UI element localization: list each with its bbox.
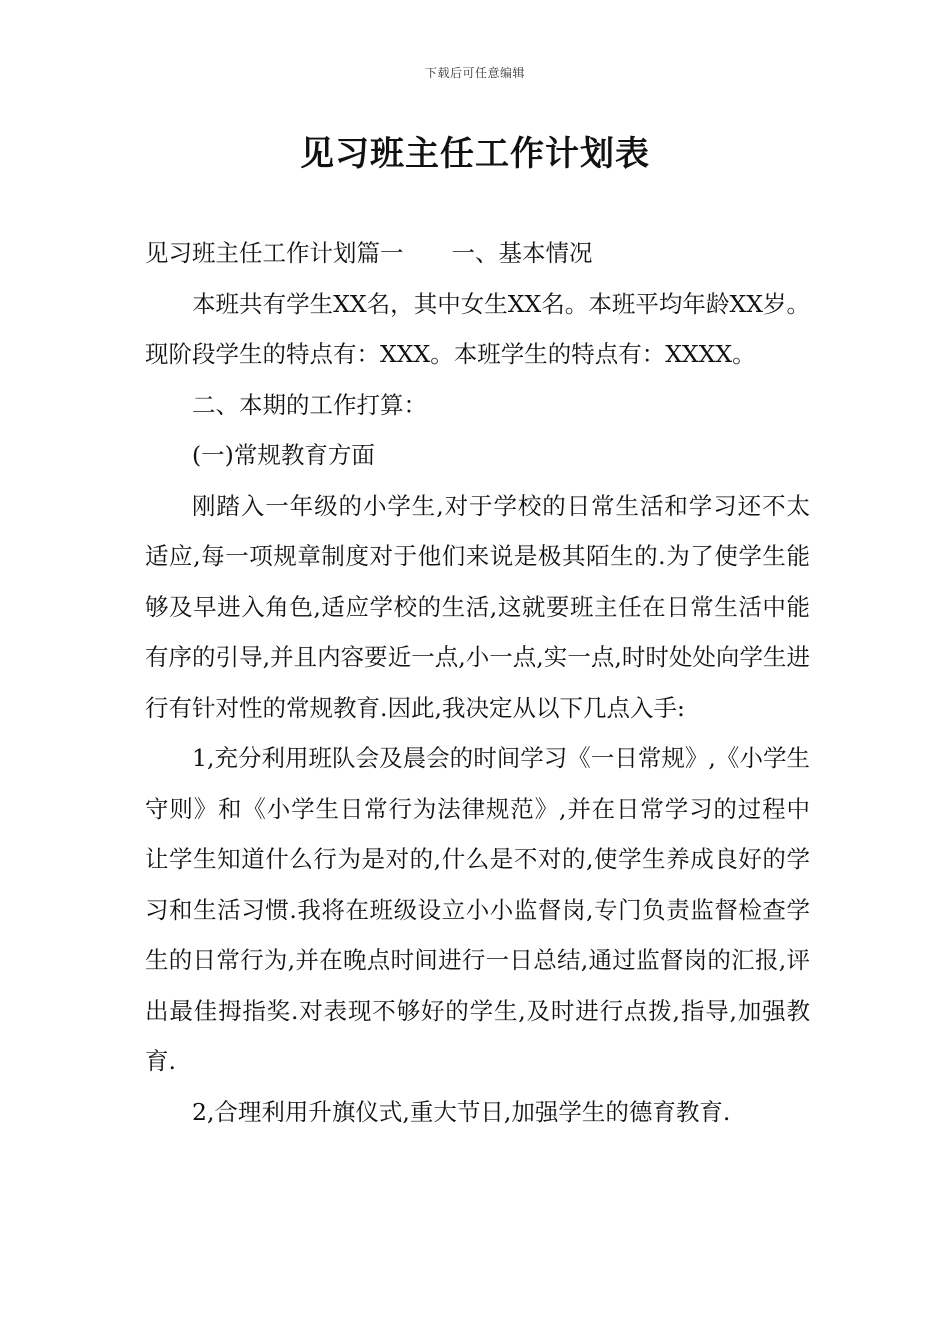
paragraph-basic-info: 本班共有学生XX名，其中女生XX名。本班平均年龄XX岁。现阶段学生的特点有：XXX。本班学生的特点有：XXXX。 [145,289,810,368]
paragraph-item-1: 1,充分利用班队会及晨会的时间学习《一日常规》,《小学生守则》和《小学生日常行为法律规范》,并在日常学习的过程中让学生知道什么行为是对的,什么是不对的,使学生养成良好的学习和生活习惯.我将在班级设立小小监督岗,专门负责监督检查学生的日常行为,并在晚点时间进行一日总结,通过监督岗的汇报,评出最佳拇指奖.对表现不够好的学生,及时进行点拨,指导,加强教育. [145,744,810,1075]
document-body [145,228,810,1137]
paragraph-routine-education: 刚踏入一年级的小学生,对于学校的日常生活和学习还不太适应,每一项规章制度对于他们来说是极其陌生的.为了使学生能够及早进入角色,适应学校的生活,这就要班主任在日常生活中能有序的引导,并且内容要近一点,小一点,实一点,时时处处向学生进行有针对性的常规教育.因此,我决定从以下几点入手: [145,491,810,722]
document-title: 见习班主任工作计划表 [300,134,650,174]
intro-line [145,228,810,279]
paragraph-item-2: 2,合理利用升旗仪式,重大节日,加强学生的德育教育. [192,1097,731,1126]
section-heading-work-plan: 二、本期的工作打算： [192,390,427,419]
header-note: 下载后可任意编辑 [424,66,525,80]
intro-section-heading: 一、基本情况 [451,239,593,267]
subsection-heading-routine: (一)常规教育方面 [192,441,375,469]
intro-lead: 见习班主任工作计划篇一 [145,239,404,267]
